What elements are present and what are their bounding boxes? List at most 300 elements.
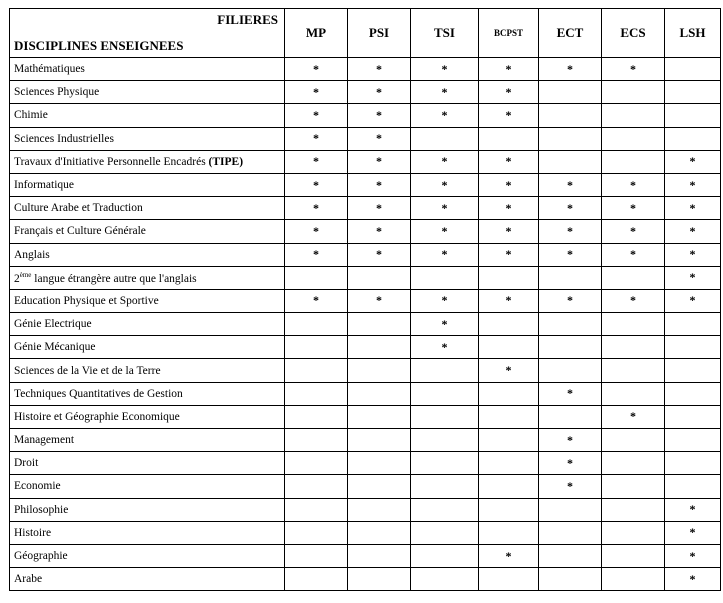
table-row — [10, 544, 721, 567]
mark-cell-mp — [285, 289, 348, 312]
table-row — [10, 266, 721, 289]
discipline-name — [10, 127, 285, 150]
mark-cell-lsh — [665, 429, 721, 452]
discipline-name-bold: (TIPE) — [208, 155, 244, 168]
mark-cell-mp — [285, 197, 348, 220]
mark-cell-lsh — [665, 266, 721, 289]
mark-cell-mp — [285, 127, 348, 150]
mark-cell-lsh — [665, 521, 721, 544]
asterisk-mark: * — [505, 363, 512, 378]
mark-cell-bcpst — [479, 498, 539, 521]
mark-cell-psi — [348, 498, 411, 521]
header-row — [10, 9, 721, 58]
mark-cell-tsi — [411, 568, 479, 591]
table-row — [10, 220, 721, 243]
mark-cell-ecs — [602, 58, 665, 81]
asterisk-mark: * — [313, 84, 319, 99]
discipline-name — [10, 568, 285, 591]
mark-cell-lsh — [665, 382, 721, 405]
mark-cell-tsi — [411, 197, 479, 220]
mark-cell-lsh — [665, 173, 721, 196]
mark-cell-tsi — [411, 289, 479, 312]
asterisk-mark: * — [689, 293, 696, 308]
mark-cell-bcpst — [479, 289, 539, 312]
mark-cell-psi — [348, 452, 411, 475]
discipline-name — [10, 475, 285, 498]
table-row — [10, 58, 721, 81]
table-row — [10, 405, 721, 428]
asterisk-mark: * — [441, 223, 448, 238]
asterisk-mark: * — [505, 293, 512, 308]
asterisk-mark: * — [313, 200, 319, 215]
discipline-name-text: Sciences Physique — [14, 86, 100, 99]
asterisk-mark: * — [630, 177, 636, 192]
table-row — [10, 382, 721, 405]
mark-cell-ecs — [602, 568, 665, 591]
mark-cell-mp — [285, 58, 348, 81]
mark-cell-mp — [285, 521, 348, 544]
discipline-name — [10, 498, 285, 521]
mark-cell-bcpst — [479, 266, 539, 289]
mark-cell-mp — [285, 81, 348, 104]
mark-cell-psi — [348, 429, 411, 452]
mark-cell-mp — [285, 104, 348, 127]
discipline-name-text: Culture Arabe et Traduction — [14, 202, 143, 215]
asterisk-mark: * — [505, 223, 512, 238]
discipline-name-text: Mathématiques — [14, 63, 85, 76]
mark-cell-mp — [285, 568, 348, 591]
asterisk-mark: * — [313, 61, 319, 76]
asterisk-mark: * — [376, 84, 382, 99]
mark-cell-ecs — [602, 220, 665, 243]
asterisk-mark: * — [567, 293, 573, 308]
mark-cell-psi — [348, 220, 411, 243]
discipline-name-text: Management — [14, 434, 75, 447]
asterisk-mark: * — [630, 247, 636, 262]
mark-cell-bcpst — [479, 243, 539, 266]
mark-cell-ect — [539, 336, 602, 359]
table-row — [10, 173, 721, 196]
mark-cell-mp — [285, 313, 348, 336]
table-row — [10, 81, 721, 104]
discipline-name — [10, 382, 285, 405]
mark-cell-tsi — [411, 127, 479, 150]
discipline-name — [10, 81, 285, 104]
asterisk-mark: * — [567, 432, 573, 447]
mark-cell-ect — [539, 197, 602, 220]
asterisk-mark: * — [313, 177, 319, 192]
mark-cell-psi — [348, 81, 411, 104]
asterisk-mark: * — [689, 548, 696, 563]
mark-cell-psi — [348, 58, 411, 81]
asterisk-mark: * — [689, 200, 696, 215]
asterisk-mark: * — [505, 61, 512, 76]
discipline-name-text: Français et Culture Générale — [14, 225, 146, 238]
mark-cell-ect — [539, 127, 602, 150]
discipline-name — [10, 58, 285, 81]
table-row — [10, 475, 721, 498]
mark-cell-tsi — [411, 498, 479, 521]
asterisk-mark: * — [689, 247, 696, 262]
asterisk-mark: * — [505, 177, 512, 192]
mark-cell-mp — [285, 498, 348, 521]
mark-cell-mp — [285, 220, 348, 243]
mark-cell-ect — [539, 452, 602, 475]
table-row — [10, 243, 721, 266]
mark-cell-bcpst — [479, 382, 539, 405]
mark-cell-ecs — [602, 405, 665, 428]
asterisk-mark: * — [505, 200, 512, 215]
mark-cell-ecs — [602, 452, 665, 475]
table-row — [10, 429, 721, 452]
asterisk-mark: * — [313, 107, 319, 122]
discipline-name — [10, 521, 285, 544]
mark-cell-ecs — [602, 544, 665, 567]
mark-cell-psi — [348, 197, 411, 220]
filieres-label: FILIERES — [217, 12, 278, 27]
asterisk-mark: * — [441, 293, 448, 308]
discipline-name-text: Histoire — [14, 526, 52, 539]
table-row — [10, 568, 721, 591]
mark-cell-ect — [539, 289, 602, 312]
table-row — [10, 359, 721, 382]
mark-cell-ect — [539, 382, 602, 405]
asterisk-mark: * — [567, 61, 573, 76]
asterisk-mark: * — [567, 223, 573, 238]
discipline-name — [10, 405, 285, 428]
mark-cell-tsi — [411, 266, 479, 289]
mark-cell-bcpst — [479, 127, 539, 150]
asterisk-mark: * — [567, 455, 573, 470]
mark-cell-tsi — [411, 313, 479, 336]
asterisk-mark: * — [689, 525, 696, 540]
asterisk-mark: * — [313, 293, 319, 308]
mark-cell-mp — [285, 452, 348, 475]
mark-cell-psi — [348, 336, 411, 359]
discipline-name — [10, 429, 285, 452]
mark-cell-ecs — [602, 521, 665, 544]
mark-cell-ecs — [602, 429, 665, 452]
discipline-name — [10, 359, 285, 382]
asterisk-mark: * — [441, 107, 448, 122]
mark-cell-lsh — [665, 475, 721, 498]
asterisk-mark: * — [505, 548, 512, 563]
mark-cell-bcpst — [479, 405, 539, 428]
mark-cell-mp — [285, 475, 348, 498]
asterisk-mark: * — [376, 61, 382, 76]
column-header-tsi: TSI — [411, 9, 479, 58]
mark-cell-psi — [348, 544, 411, 567]
discipline-name-text: langue étrangère autre que l'anglais — [31, 272, 197, 285]
mark-cell-psi — [348, 150, 411, 173]
mark-cell-bcpst — [479, 313, 539, 336]
column-header-ecs: ECS — [602, 9, 665, 58]
discipline-name-text: Travaux d'Initiative Personnelle Encadrés — [14, 155, 209, 168]
mark-cell-ecs — [602, 382, 665, 405]
mark-cell-lsh — [665, 197, 721, 220]
discipline-name-text: Philosophie — [14, 503, 69, 516]
header-corner-cell — [10, 9, 285, 58]
discipline-name-text: Informatique — [14, 179, 75, 192]
mark-cell-tsi — [411, 336, 479, 359]
mark-cell-lsh — [665, 243, 721, 266]
table-row — [10, 521, 721, 544]
discipline-name-text: Education Physique et Sportive — [14, 294, 159, 307]
discipline-name-text: Chimie — [14, 109, 48, 122]
asterisk-mark: * — [313, 131, 319, 146]
mark-cell-lsh — [665, 127, 721, 150]
mark-cell-ect — [539, 150, 602, 173]
asterisk-mark: * — [376, 200, 382, 215]
mark-cell-psi — [348, 475, 411, 498]
mark-cell-ecs — [602, 173, 665, 196]
asterisk-mark: * — [567, 200, 573, 215]
mark-cell-tsi — [411, 104, 479, 127]
discipline-name — [10, 336, 285, 359]
mark-cell-lsh — [665, 452, 721, 475]
mark-cell-mp — [285, 243, 348, 266]
table-row — [10, 150, 721, 173]
asterisk-mark: * — [689, 177, 696, 192]
mark-cell-tsi — [411, 475, 479, 498]
asterisk-mark: * — [376, 293, 382, 308]
asterisk-mark: * — [441, 154, 448, 169]
disciplines-label: DISCIPLINES ENSEIGNEES — [14, 38, 184, 53]
mark-cell-lsh — [665, 58, 721, 81]
mark-cell-bcpst — [479, 429, 539, 452]
mark-cell-ect — [539, 568, 602, 591]
discipline-name — [10, 173, 285, 196]
mark-cell-lsh — [665, 104, 721, 127]
mark-cell-psi — [348, 127, 411, 150]
asterisk-mark: * — [376, 154, 382, 169]
mark-cell-ecs — [602, 127, 665, 150]
mark-cell-bcpst — [479, 521, 539, 544]
asterisk-mark: * — [376, 107, 382, 122]
mark-cell-ecs — [602, 266, 665, 289]
asterisk-mark: * — [630, 223, 636, 238]
asterisk-mark: * — [313, 154, 319, 169]
column-header-bcpst: BCPST — [479, 9, 539, 58]
mark-cell-bcpst — [479, 220, 539, 243]
mark-cell-lsh — [665, 336, 721, 359]
asterisk-mark: * — [441, 61, 448, 76]
asterisk-mark: * — [441, 339, 448, 354]
mark-cell-tsi — [411, 359, 479, 382]
mark-cell-mp — [285, 359, 348, 382]
discipline-name-text: Génie Mécanique — [14, 341, 96, 354]
discipline-name — [10, 452, 285, 475]
table-row — [10, 104, 721, 127]
discipline-name — [10, 150, 285, 173]
asterisk-mark: * — [441, 200, 448, 215]
asterisk-mark: * — [313, 223, 319, 238]
mark-cell-mp — [285, 544, 348, 567]
discipline-name-text: Sciences de la Vie et de la Terre — [14, 364, 161, 377]
discipline-name — [10, 544, 285, 567]
mark-cell-ecs — [602, 336, 665, 359]
asterisk-mark: * — [505, 154, 512, 169]
mark-cell-tsi — [411, 150, 479, 173]
mark-cell-psi — [348, 173, 411, 196]
discipline-name — [10, 289, 285, 312]
table-row — [10, 336, 721, 359]
mark-cell-ect — [539, 359, 602, 382]
mark-cell-ect — [539, 521, 602, 544]
asterisk-mark: * — [567, 386, 573, 401]
mark-cell-tsi — [411, 220, 479, 243]
discipline-name-text: Economie — [14, 480, 61, 493]
asterisk-mark: * — [505, 107, 512, 122]
discipline-name-text: Histoire et Géographie Economique — [14, 410, 180, 423]
mark-cell-tsi — [411, 544, 479, 567]
mark-cell-lsh — [665, 220, 721, 243]
discipline-name-text: Géographie — [14, 550, 68, 563]
table-row — [10, 498, 721, 521]
mark-cell-ecs — [602, 313, 665, 336]
asterisk-mark: * — [505, 247, 512, 262]
mark-cell-ecs — [602, 150, 665, 173]
mark-cell-tsi — [411, 405, 479, 428]
mark-cell-psi — [348, 243, 411, 266]
disciplines-table — [9, 8, 721, 591]
discipline-name — [10, 266, 285, 289]
asterisk-mark: * — [376, 177, 382, 192]
mark-cell-psi — [348, 405, 411, 428]
mark-cell-mp — [285, 382, 348, 405]
asterisk-mark: * — [313, 247, 319, 262]
mark-cell-tsi — [411, 521, 479, 544]
mark-cell-ecs — [602, 197, 665, 220]
mark-cell-ecs — [602, 475, 665, 498]
asterisk-mark: * — [630, 293, 636, 308]
discipline-name-text: Droit — [14, 457, 39, 470]
mark-cell-ect — [539, 81, 602, 104]
asterisk-mark: * — [630, 61, 636, 76]
mark-cell-ecs — [602, 359, 665, 382]
mark-cell-bcpst — [479, 336, 539, 359]
mark-cell-psi — [348, 289, 411, 312]
discipline-name — [10, 243, 285, 266]
discipline-name-prefix: 2 — [14, 272, 20, 285]
mark-cell-bcpst — [479, 173, 539, 196]
mark-cell-mp — [285, 266, 348, 289]
asterisk-mark: * — [630, 200, 636, 215]
mark-cell-ect — [539, 429, 602, 452]
mark-cell-ect — [539, 313, 602, 336]
mark-cell-ect — [539, 266, 602, 289]
asterisk-mark: * — [376, 131, 382, 146]
asterisk-mark: * — [689, 270, 696, 285]
mark-cell-ect — [539, 243, 602, 266]
column-header-psi: PSI — [348, 9, 411, 58]
mark-cell-psi — [348, 359, 411, 382]
discipline-name-text: Génie Electrique — [14, 318, 92, 331]
mark-cell-psi — [348, 382, 411, 405]
table-row — [10, 289, 721, 312]
mark-cell-ect — [539, 475, 602, 498]
table-row — [10, 197, 721, 220]
mark-cell-lsh — [665, 544, 721, 567]
discipline-name — [10, 104, 285, 127]
mark-cell-mp — [285, 336, 348, 359]
mark-cell-ecs — [602, 104, 665, 127]
asterisk-mark: * — [567, 247, 573, 262]
mark-cell-lsh — [665, 405, 721, 428]
mark-cell-lsh — [665, 289, 721, 312]
mark-cell-tsi — [411, 173, 479, 196]
column-header-ect: ECT — [539, 9, 602, 58]
table-row — [10, 313, 721, 336]
mark-cell-ect — [539, 405, 602, 428]
mark-cell-tsi — [411, 58, 479, 81]
mark-cell-lsh — [665, 81, 721, 104]
mark-cell-tsi — [411, 243, 479, 266]
table-body — [10, 58, 721, 591]
mark-cell-lsh — [665, 568, 721, 591]
mark-cell-tsi — [411, 452, 479, 475]
mark-cell-lsh — [665, 150, 721, 173]
mark-cell-bcpst — [479, 568, 539, 591]
column-header-mp: MP — [285, 9, 348, 58]
asterisk-mark: * — [689, 502, 696, 517]
mark-cell-psi — [348, 568, 411, 591]
asterisk-mark: * — [441, 84, 448, 99]
asterisk-mark: * — [441, 247, 448, 262]
mark-cell-ect — [539, 498, 602, 521]
mark-cell-bcpst — [479, 359, 539, 382]
asterisk-mark: * — [630, 409, 636, 424]
mark-cell-mp — [285, 150, 348, 173]
mark-cell-ect — [539, 220, 602, 243]
mark-cell-bcpst — [479, 197, 539, 220]
discipline-name-text: Anglais — [14, 248, 50, 261]
mark-cell-ecs — [602, 289, 665, 312]
mark-cell-psi — [348, 266, 411, 289]
discipline-name-text: Techniques Quantitatives de Gestion — [14, 387, 183, 400]
discipline-name — [10, 220, 285, 243]
mark-cell-lsh — [665, 313, 721, 336]
mark-cell-bcpst — [479, 81, 539, 104]
column-header-lsh: LSH — [665, 9, 721, 58]
mark-cell-tsi — [411, 429, 479, 452]
mark-cell-tsi — [411, 382, 479, 405]
mark-cell-lsh — [665, 498, 721, 521]
mark-cell-psi — [348, 521, 411, 544]
mark-cell-psi — [348, 313, 411, 336]
mark-cell-bcpst — [479, 544, 539, 567]
asterisk-mark: * — [441, 316, 448, 331]
asterisk-mark: * — [689, 571, 696, 586]
mark-cell-ecs — [602, 81, 665, 104]
mark-cell-bcpst — [479, 475, 539, 498]
table-row — [10, 127, 721, 150]
mark-cell-bcpst — [479, 58, 539, 81]
mark-cell-ecs — [602, 498, 665, 521]
mark-cell-bcpst — [479, 150, 539, 173]
mark-cell-ect — [539, 544, 602, 567]
mark-cell-mp — [285, 173, 348, 196]
asterisk-mark: * — [567, 478, 573, 493]
discipline-name — [10, 313, 285, 336]
mark-cell-bcpst — [479, 104, 539, 127]
asterisk-mark: * — [505, 84, 512, 99]
asterisk-mark: * — [376, 223, 382, 238]
asterisk-mark: * — [376, 247, 382, 262]
discipline-name-superscript: ème — [19, 270, 32, 279]
asterisk-mark: * — [441, 177, 448, 192]
asterisk-mark: * — [689, 223, 696, 238]
